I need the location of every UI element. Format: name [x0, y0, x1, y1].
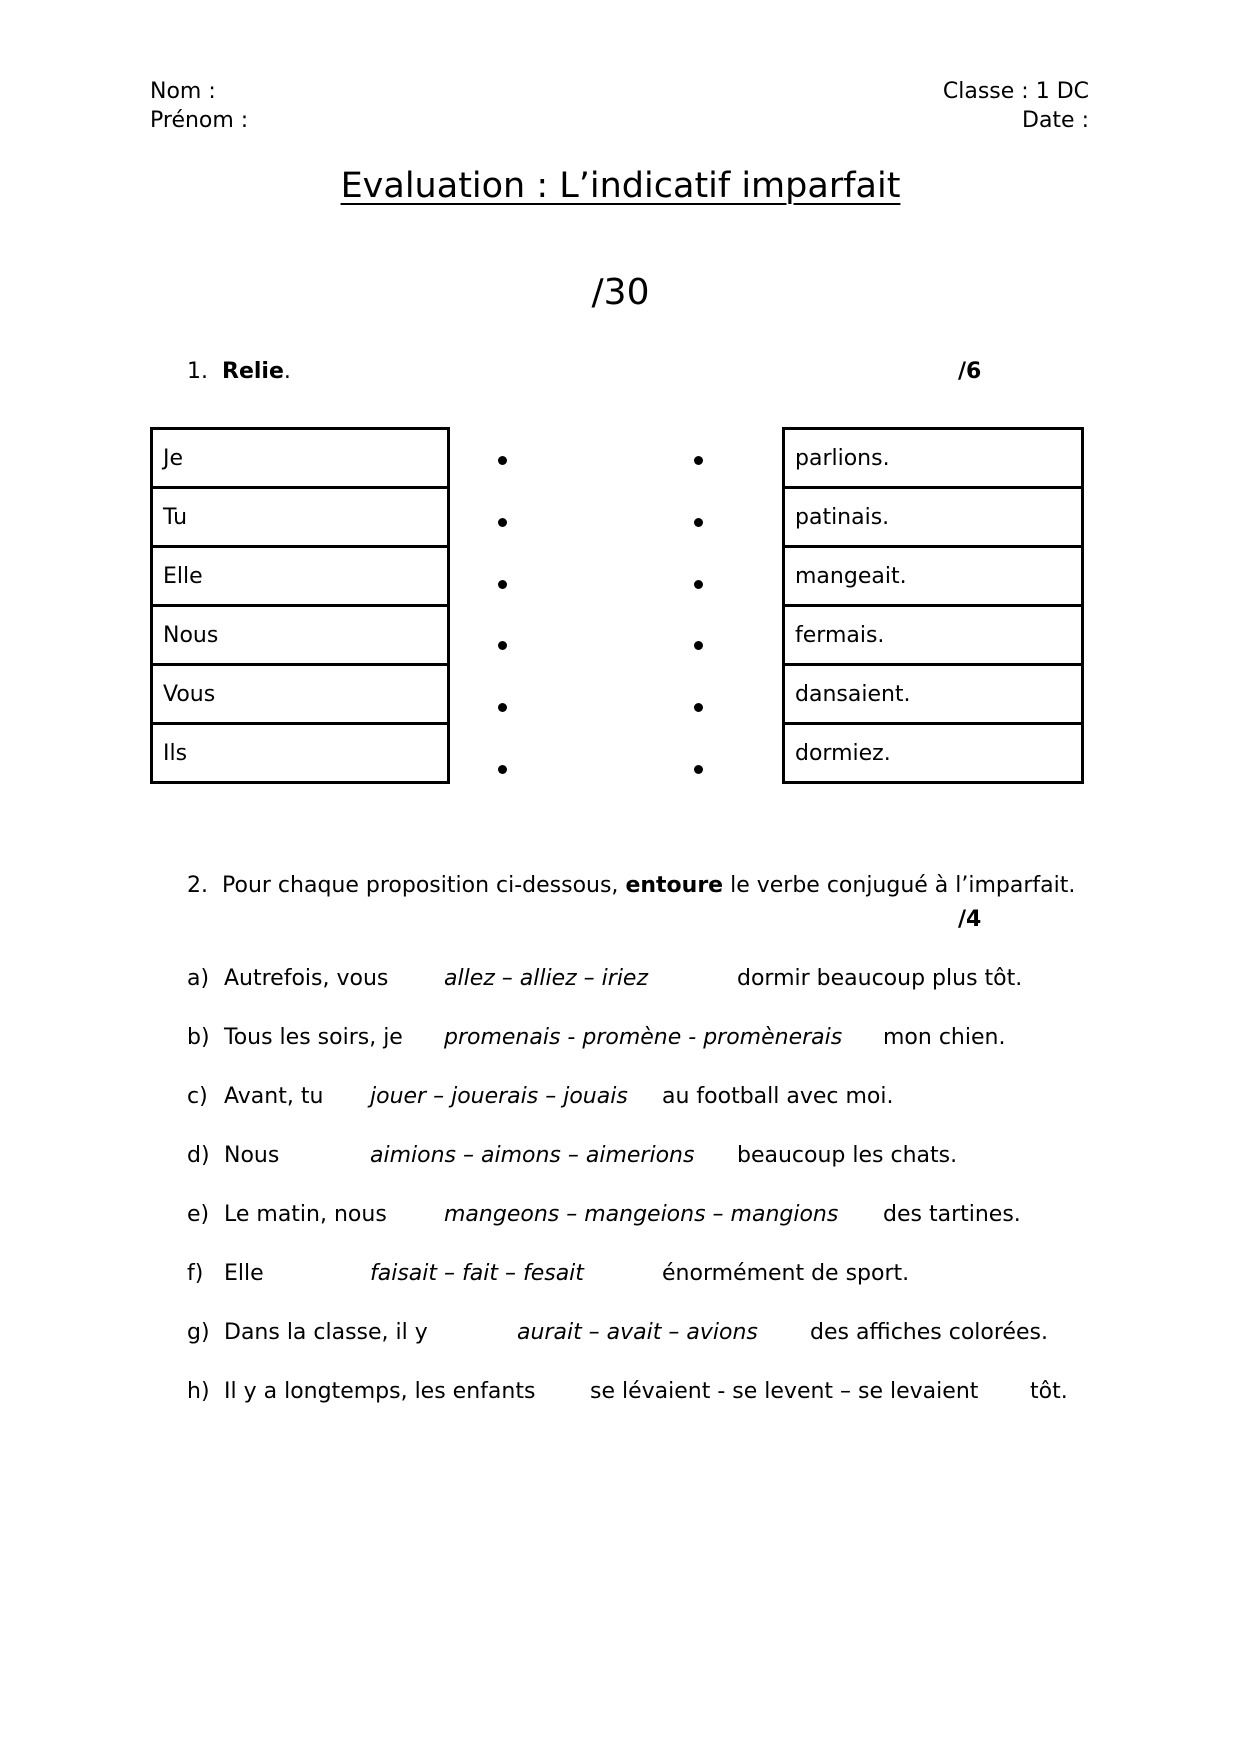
item-letter: h): [187, 1379, 210, 1404]
right-verbs-table: [782, 427, 1084, 784]
right-cell: fermais.: [784, 606, 1083, 665]
item-ending: des tartines.: [883, 1202, 1021, 1227]
left-match-dot[interactable]: [498, 703, 507, 712]
item-letter: a): [187, 966, 210, 991]
left-cell: Je: [152, 429, 449, 488]
left-match-dot[interactable]: [498, 765, 507, 774]
right-match-dot[interactable]: [694, 456, 703, 465]
exercise2-heading: [187, 873, 1075, 898]
exercise1-number: 1.: [187, 359, 208, 384]
item-subject: Tous les soirs, je: [224, 1025, 403, 1050]
prenom-label: Prénom :: [150, 108, 249, 133]
classe-label: Classe : 1 DC: [942, 79, 1089, 104]
item-subject: Le matin, nous: [224, 1202, 387, 1227]
item-letter: c): [187, 1084, 208, 1109]
exercise2-points: /4: [958, 907, 982, 932]
item-subject: Elle: [224, 1261, 264, 1286]
item-letter: g): [187, 1320, 210, 1345]
right-match-dot[interactable]: [694, 703, 703, 712]
exercise1-points: /6: [958, 359, 982, 384]
item-ending: dormir beaucoup plus tôt.: [737, 966, 1023, 991]
right-match-dot[interactable]: [694, 580, 703, 589]
right-match-dot[interactable]: [694, 765, 703, 774]
left-match-dot[interactable]: [498, 580, 507, 589]
item-subject: Il y a longtemps, les enfants: [224, 1379, 536, 1404]
item-verb-options[interactable]: aimions – aimons – aimerions: [370, 1143, 695, 1168]
right-cell: dansaient.: [784, 665, 1083, 724]
item-ending: tôt.: [1030, 1379, 1068, 1404]
left-cell: Nous: [152, 606, 449, 665]
right-cell: patinais.: [784, 488, 1083, 547]
item-verb-options[interactable]: se lévaient - se levent – se levaient: [590, 1379, 979, 1404]
left-subjects-table: [150, 427, 450, 784]
item-verb-options[interactable]: faisait – fait – fesait: [370, 1261, 584, 1286]
right-match-dot[interactable]: [694, 641, 703, 650]
item-ending: au football avec moi.: [662, 1084, 894, 1109]
left-cell: Ils: [152, 724, 449, 783]
total-score: /30: [591, 272, 650, 313]
item-letter: b): [187, 1025, 210, 1050]
right-match-dot[interactable]: [694, 518, 703, 527]
item-verb-options[interactable]: jouer – jouerais – jouais: [370, 1084, 628, 1109]
right-cell: mangeait.: [784, 547, 1083, 606]
page-title: Evaluation : L’indicatif imparfait: [340, 166, 901, 206]
exercise1-instruction-suffix: .: [283, 359, 291, 384]
item-verb-options[interactable]: promenais - promène - promènerais: [444, 1025, 843, 1050]
item-ending: énormément de sport.: [662, 1261, 910, 1286]
item-letter: e): [187, 1202, 210, 1227]
item-subject: Autrefois, vous: [224, 966, 389, 991]
item-subject: Avant, tu: [224, 1084, 324, 1109]
exercise2-instruction-bold: entoure: [625, 873, 724, 898]
exercise2-instruction-after: le verbe conjugué à l’imparfait.: [723, 873, 1076, 898]
item-subject: Nous: [224, 1143, 280, 1168]
left-cell: Vous: [152, 665, 449, 724]
item-verb-options[interactable]: aurait – avait – avions: [517, 1320, 758, 1345]
item-ending: des affiches colorées.: [810, 1320, 1048, 1345]
right-cell: dormiez.: [784, 724, 1083, 783]
nom-label: Nom :: [150, 79, 216, 104]
right-cell: parlions.: [784, 429, 1083, 488]
left-match-dot[interactable]: [498, 456, 507, 465]
exercise1-instruction: Relie: [222, 359, 284, 384]
item-verb-options[interactable]: mangeons – mangeions – mangions: [444, 1202, 839, 1227]
left-match-dot[interactable]: [498, 518, 507, 527]
item-verb-options[interactable]: allez – alliez – iriez: [444, 966, 649, 991]
left-cell: Tu: [152, 488, 449, 547]
item-subject: Dans la classe, il y: [224, 1320, 428, 1345]
item-ending: mon chien.: [883, 1025, 1006, 1050]
left-cell: Elle: [152, 547, 449, 606]
date-label: Date :: [1022, 108, 1089, 133]
item-letter: d): [187, 1143, 210, 1168]
item-letter: f): [187, 1261, 204, 1286]
exercise2-instruction-before: Pour chaque proposition ci-dessous,: [222, 873, 626, 898]
exercise2-number: 2.: [187, 873, 208, 898]
left-match-dot[interactable]: [498, 641, 507, 650]
item-ending: beaucoup les chats.: [737, 1143, 958, 1168]
exercise1-heading: [187, 359, 291, 384]
